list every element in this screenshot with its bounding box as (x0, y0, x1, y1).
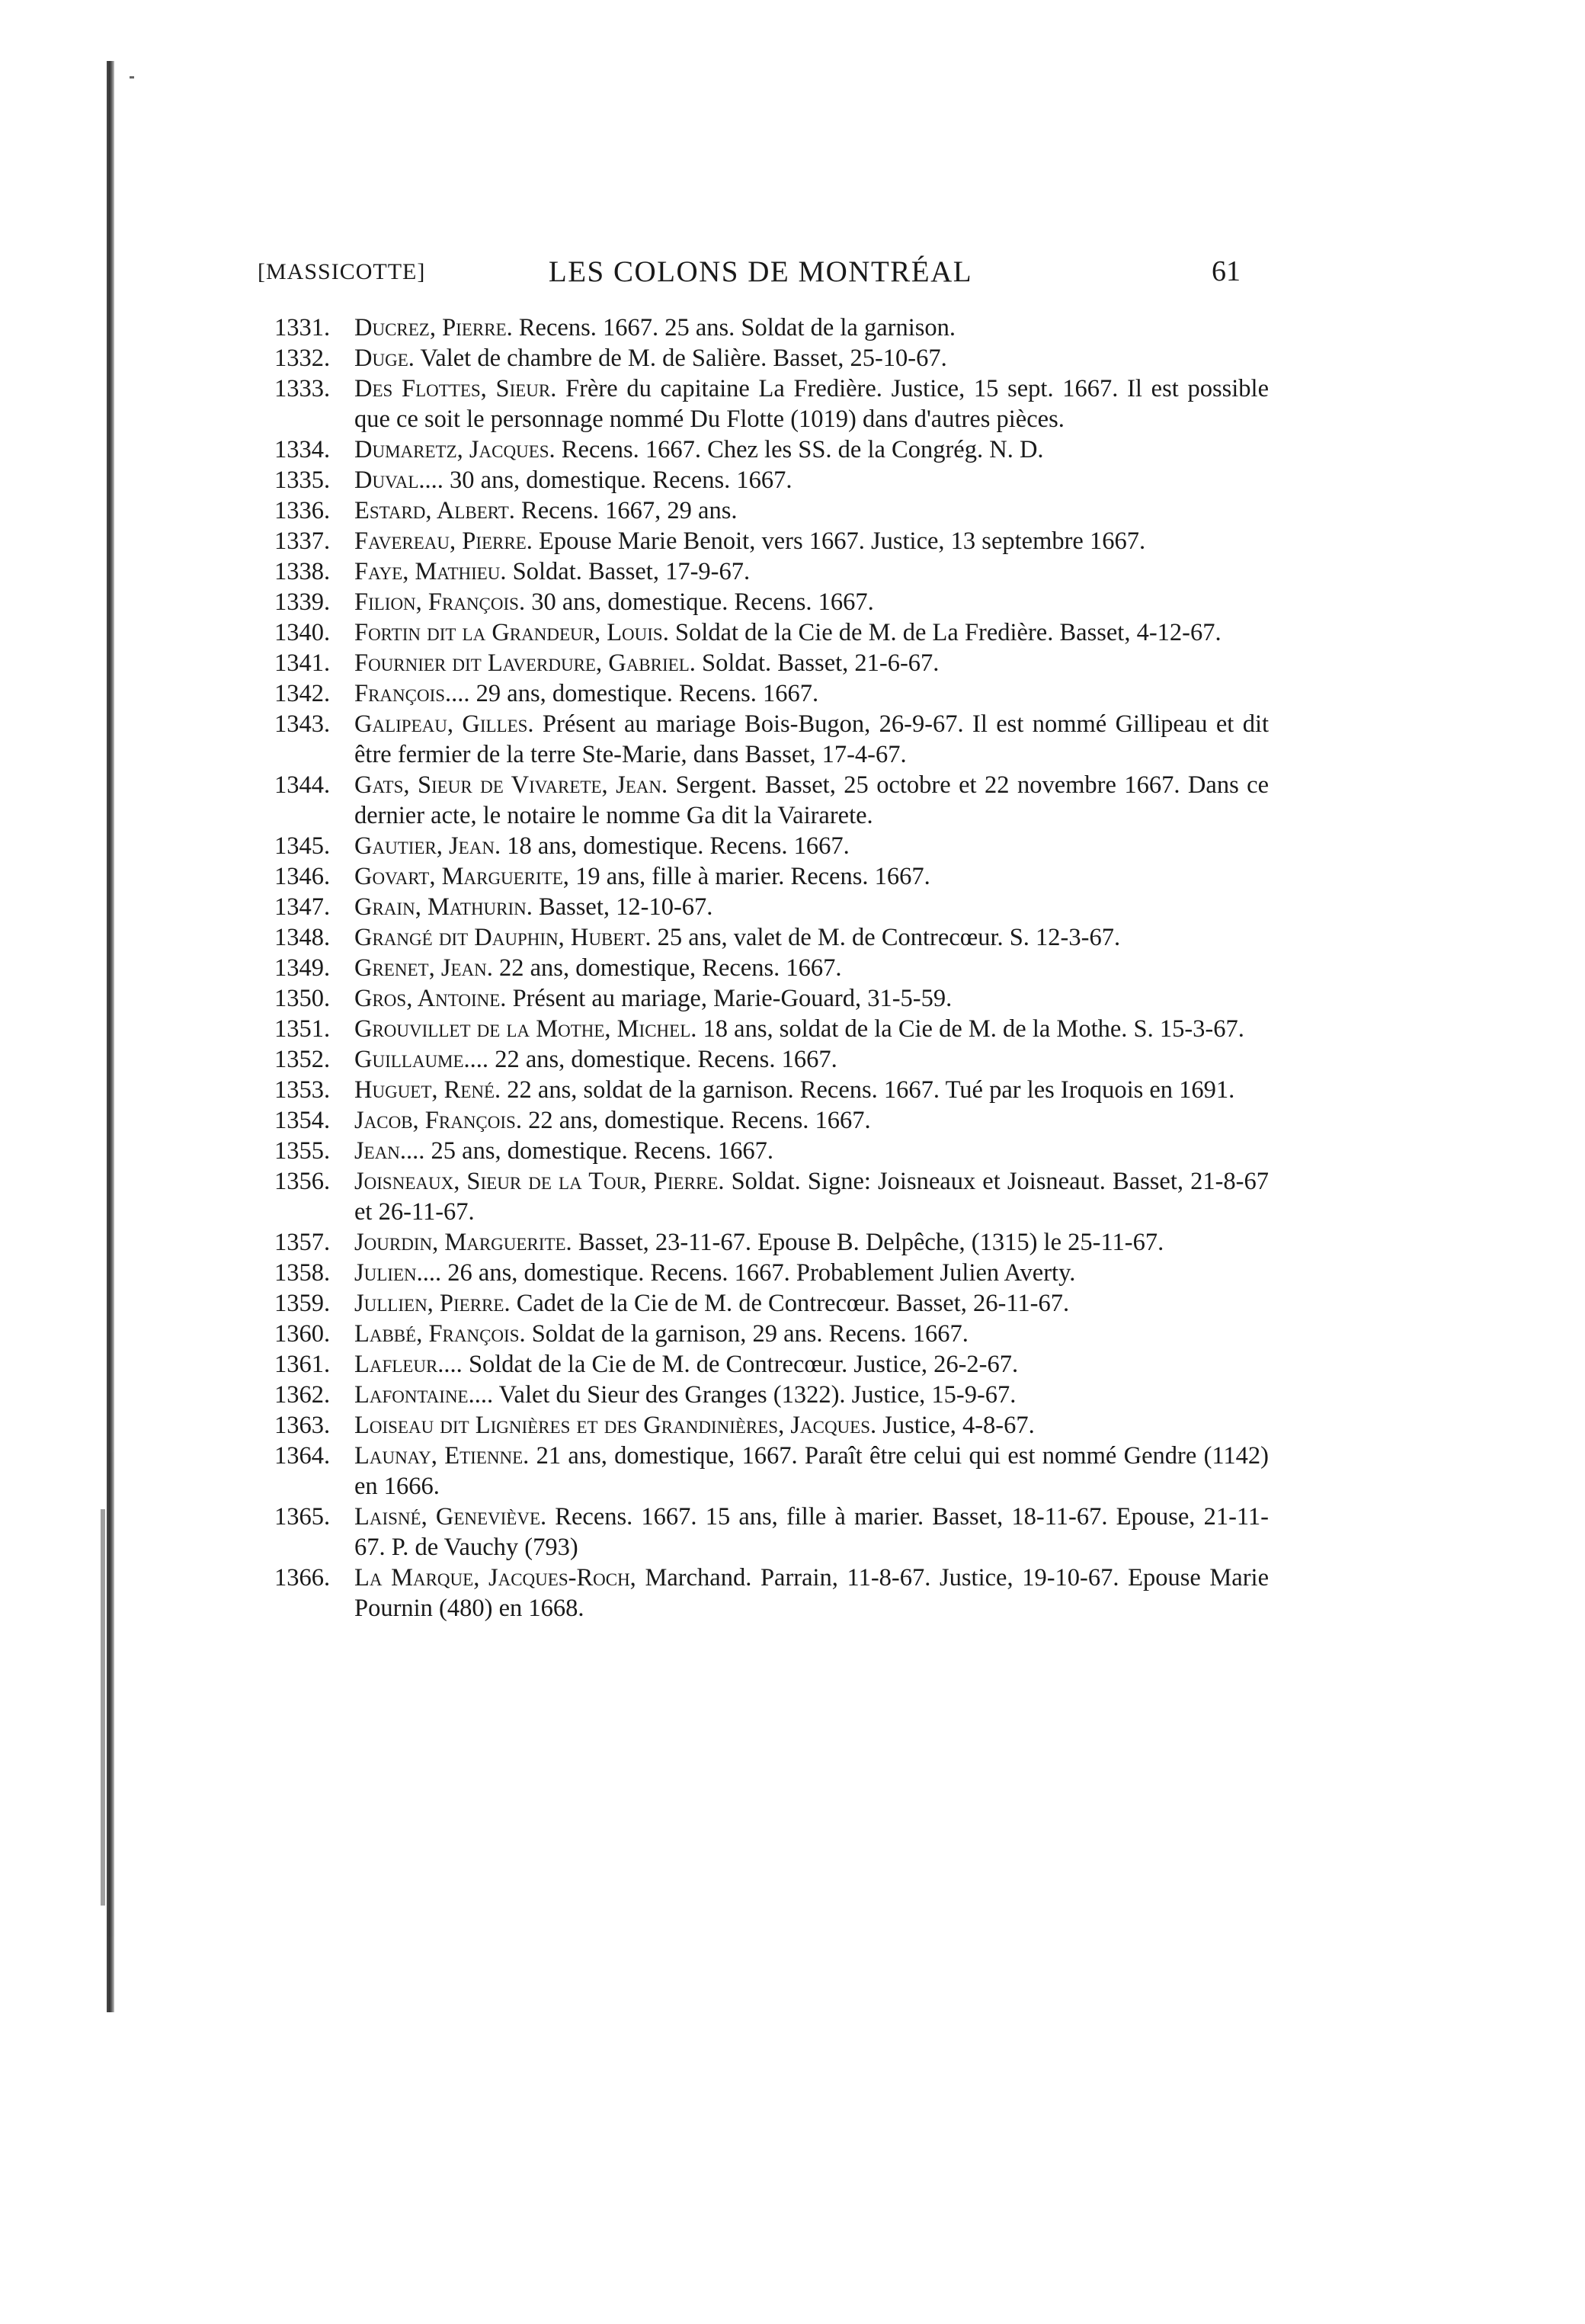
entry-name: Laisné, Geneviève. (354, 1503, 547, 1531)
entry-name: Grain, Mathurin. (354, 893, 533, 921)
entry-number: 1352. (274, 1046, 331, 1073)
entry-text: Recens. 1667, 29 ans. (521, 497, 738, 524)
entry-list (274, 313, 1269, 1624)
entry-number: 1341. (274, 649, 331, 677)
entry (274, 861, 1269, 892)
entry-number: 1332. (274, 345, 331, 372)
entry (274, 373, 1269, 434)
entry-name: Julien.... (354, 1259, 442, 1287)
entry (274, 678, 1269, 709)
entry (274, 1044, 1269, 1075)
entry-name: Huguet, René. (354, 1076, 501, 1104)
entry-name: Duge. (354, 345, 415, 372)
entry-text: Soldat. Signe: Joisneaux et Joisneaut. Basset, 21-8-67 et 26-11-67. (354, 1168, 1270, 1226)
entry-number: 1351. (274, 1015, 331, 1043)
page-number: 61 (1212, 255, 1241, 287)
entry (274, 1136, 1269, 1166)
entry-name: Jullien, Pierre. (354, 1290, 511, 1317)
entry (274, 953, 1269, 983)
entry-number: 1355. (274, 1137, 331, 1165)
entry-text: Recens. 1667. Chez les SS. de la Congrég. N. D. (561, 436, 1044, 463)
entry-text: Recens. 1667. 15 ans, fille à marier. Basset, 18-11-67. Epouse, 21-11-67. P. de Vauchy (793) (354, 1503, 1270, 1561)
entry-name: Fortin dit la Grandeur, Louis. (354, 619, 669, 646)
entry (274, 587, 1269, 617)
entry-name: Duval.... (354, 466, 443, 494)
entry-text: Valet du Sieur des Granges (1322). Justice, 15-9-67. (498, 1381, 1017, 1409)
entry-number: 1344. (274, 771, 331, 799)
entry (274, 709, 1269, 770)
entry-text: Valet de chambre de M. de Salière. Basset, 25-10-67. (420, 345, 947, 372)
page-header (258, 255, 1263, 293)
entry-name: Grenet, Jean. (354, 954, 493, 982)
entry-name: Joisneaux, Sieur de la Tour, Pierre. (354, 1168, 725, 1195)
entry-name: La Marque, Jacques-Roch, (354, 1564, 636, 1592)
entry-name: Launay, Etienne. (354, 1442, 530, 1470)
entry-name: Jean.... (354, 1137, 425, 1165)
entry (274, 434, 1269, 465)
entry (274, 343, 1269, 373)
entry-text: Cadet de la Cie de M. de Contrecœur. Basset, 26-11-67. (516, 1290, 1070, 1317)
entry-name: Lafleur.... (354, 1351, 463, 1378)
entry-text: Marchand. Parrain, 11-8-67. Justice, 19-10-67. Epouse Marie Pournin (480) en 1668. (354, 1564, 1269, 1622)
entry-text: Frère du capitaine La Fredière. Justice, 15 sept. 1667. Il est possible que ce soit le personnage nommé Du Flotte (1019) dans d'autres pièces. (354, 375, 1269, 433)
entry-name: Labbé, François. (354, 1320, 526, 1348)
entry (274, 1075, 1269, 1105)
entry-name: Estard, Albert. (354, 497, 515, 524)
entry-text: 26 ans, domestique. Recens. 1667. Probablement Julien Averty. (447, 1259, 1076, 1287)
entry-name: Des Flottes, Sieur. (354, 375, 557, 402)
entry-number: 1357. (274, 1229, 331, 1256)
entry-number: 1354. (274, 1107, 331, 1134)
entry-number: 1343. (274, 710, 331, 738)
entry-number: 1340. (274, 619, 331, 646)
entry-number: 1342. (274, 680, 331, 707)
entry-name: Gautier, Jean. (354, 832, 501, 860)
entry (274, 495, 1269, 526)
entry (274, 526, 1269, 556)
entry-text: Soldat de la Cie de M. de Contrecœur. Justice, 26-2-67. (468, 1351, 1019, 1378)
entry-name: Jourdin, Marguerite. (354, 1229, 572, 1256)
entry-number: 1361. (274, 1351, 331, 1378)
entry-number: 1356. (274, 1168, 331, 1195)
entry-text: 25 ans, valet de M. de Contrecœur. S. 12-3-67. (657, 924, 1121, 951)
entry-text: 22 ans, domestique. Recens. 1667. (495, 1046, 837, 1073)
entry (274, 892, 1269, 922)
entry-name: Gats, Sieur de Vivarete, Jean. (354, 771, 668, 799)
entry-text: Justice, 4-8-67. (882, 1412, 1035, 1439)
entry (274, 1441, 1269, 1502)
entry (274, 556, 1269, 587)
entry-number: 1364. (274, 1442, 331, 1470)
entry-text: Epouse Marie Benoit, vers 1667. Justice, 13 septembre 1667. (539, 527, 1146, 555)
entry (274, 617, 1269, 648)
entry (274, 1288, 1269, 1319)
running-head-title: LES COLONS DE MONTRÉAL (548, 255, 973, 288)
entry-text: Soldat de la garnison, 29 ans. Recens. 1667. (531, 1320, 969, 1348)
entry-text: 30 ans, domestique. Recens. 1667. (531, 588, 874, 616)
entry-text: Soldat. Basset, 17-9-67. (512, 558, 751, 585)
entry-text: 22 ans, domestique, Recens. 1667. (499, 954, 842, 982)
entry (274, 922, 1269, 953)
entry-name: Grouvillet de la Mothe, Michel. (354, 1015, 697, 1043)
entry-text: Présent au mariage Bois-Bugon, 26-9-67. Il est nommé Gillipeau et dit être fermier de la terre Ste-Marie, dans Basset, 17-4-67. (354, 710, 1270, 768)
page-binding-edge (107, 61, 114, 2012)
entry-name: Galipeau, Gilles. (354, 710, 534, 738)
entry-text: 18 ans, domestique. Recens. 1667. (507, 832, 850, 860)
entry-text: 22 ans, domestique. Recens. 1667. (528, 1107, 871, 1134)
entry-number: 1363. (274, 1412, 331, 1439)
entry (274, 1319, 1269, 1349)
entry-number: 1338. (274, 558, 331, 585)
entry-number: 1348. (274, 924, 331, 951)
entry-name: Loiseau dit Lignières et des Grandinières, Jacques. (354, 1412, 877, 1439)
entry (274, 1502, 1269, 1563)
entry-number: 1366. (274, 1564, 331, 1592)
entry (274, 770, 1269, 831)
entry (274, 1563, 1269, 1624)
entry-number: 1334. (274, 436, 331, 463)
entry (274, 313, 1269, 343)
entry-name: Filion, François. (354, 588, 526, 616)
entry-text: 29 ans, domestique. Recens. 1667. (476, 680, 819, 707)
entry-text: 18 ans, soldat de la Cie de M. de la Mothe. S. 15-3-67. (703, 1015, 1244, 1043)
entry-name: Faye, Mathieu. (354, 558, 507, 585)
entry-number: 1350. (274, 985, 331, 1012)
entry (274, 1410, 1269, 1441)
entry-number: 1333. (274, 375, 331, 402)
entry-number: 1347. (274, 893, 331, 921)
entry-text: Présent au mariage, Marie-Gouard, 31-5-59. (512, 985, 953, 1012)
entry-name: Govart, Marguerite, (354, 863, 569, 890)
entry (274, 1227, 1269, 1258)
entry-text: Basset, 12-10-67. (539, 893, 713, 921)
entry (274, 1380, 1269, 1410)
entry-text: 25 ans, domestique. Recens. 1667. (431, 1137, 774, 1165)
entry-name: François.... (354, 680, 470, 707)
entry-name: Fournier dit Laverdure, Gabriel. (354, 649, 696, 677)
entry-text: Basset, 23-11-67. Epouse B. Delpêche, (1315) le 25-11-67. (578, 1229, 1164, 1256)
entry-text: 21 ans, domestique, 1667. Paraît être celui qui est nommé Gendre (1142) en 1666. (354, 1442, 1270, 1500)
entry (274, 831, 1269, 861)
entry-number: 1337. (274, 527, 331, 555)
entry (274, 1105, 1269, 1136)
entry-number: 1331. (274, 314, 331, 341)
entry-text: Sergent. Basset, 25 octobre et 22 novembre 1667. Dans ce dernier acte, le notaire le nomme Ga dit la Vairarete. (354, 771, 1270, 829)
entry (274, 1014, 1269, 1044)
entry-number: 1335. (274, 466, 331, 494)
entry (274, 648, 1269, 678)
entry-name: Gros, Antoine. (354, 985, 507, 1012)
entry-name: Ducrez, Pierre. (354, 314, 513, 341)
entry (274, 465, 1269, 495)
entry-text: Soldat de la Cie de M. de La Fredière. Basset, 4-12-67. (674, 619, 1222, 646)
scan-speck (130, 76, 134, 79)
entry-number: 1359. (274, 1290, 331, 1317)
entry-text: 19 ans, fille à marier. Recens. 1667. (575, 863, 930, 890)
entry-name: Lafontaine.... (354, 1381, 494, 1409)
entry-name: Guillaume.... (354, 1046, 489, 1073)
entry (274, 1258, 1269, 1288)
entry (274, 1349, 1269, 1380)
entry-number: 1336. (274, 497, 331, 524)
entry-number: 1346. (274, 863, 331, 890)
entry-number: 1365. (274, 1503, 331, 1531)
entry-text: Recens. 1667. 25 ans. Soldat de la garnison. (518, 314, 956, 341)
entry-number: 1349. (274, 954, 331, 982)
entry-name: Dumaretz, Jacques. (354, 436, 556, 463)
entry-text: Soldat. Basset, 21-6-67. (702, 649, 940, 677)
entry-number: 1353. (274, 1076, 331, 1104)
entry-number: 1358. (274, 1259, 331, 1287)
entry-name: Favereau, Pierre. (354, 527, 533, 555)
entry-text: 30 ans, domestique. Recens. 1667. (450, 466, 792, 494)
entry-number: 1339. (274, 588, 331, 616)
entry-number: 1360. (274, 1320, 331, 1348)
entry-name: Jacob, François. (354, 1107, 522, 1134)
running-head-author: [MASSICOTTE] (258, 259, 426, 284)
entry-number: 1362. (274, 1381, 331, 1409)
entry-text: 22 ans, soldat de la garnison. Recens. 1667. Tué par les Iroquois en 1691. (507, 1076, 1235, 1104)
entry-number: 1345. (274, 832, 331, 860)
entry (274, 983, 1269, 1014)
entry-name: Grangé dit Dauphin, Hubert. (354, 924, 652, 951)
entry (274, 1166, 1269, 1227)
